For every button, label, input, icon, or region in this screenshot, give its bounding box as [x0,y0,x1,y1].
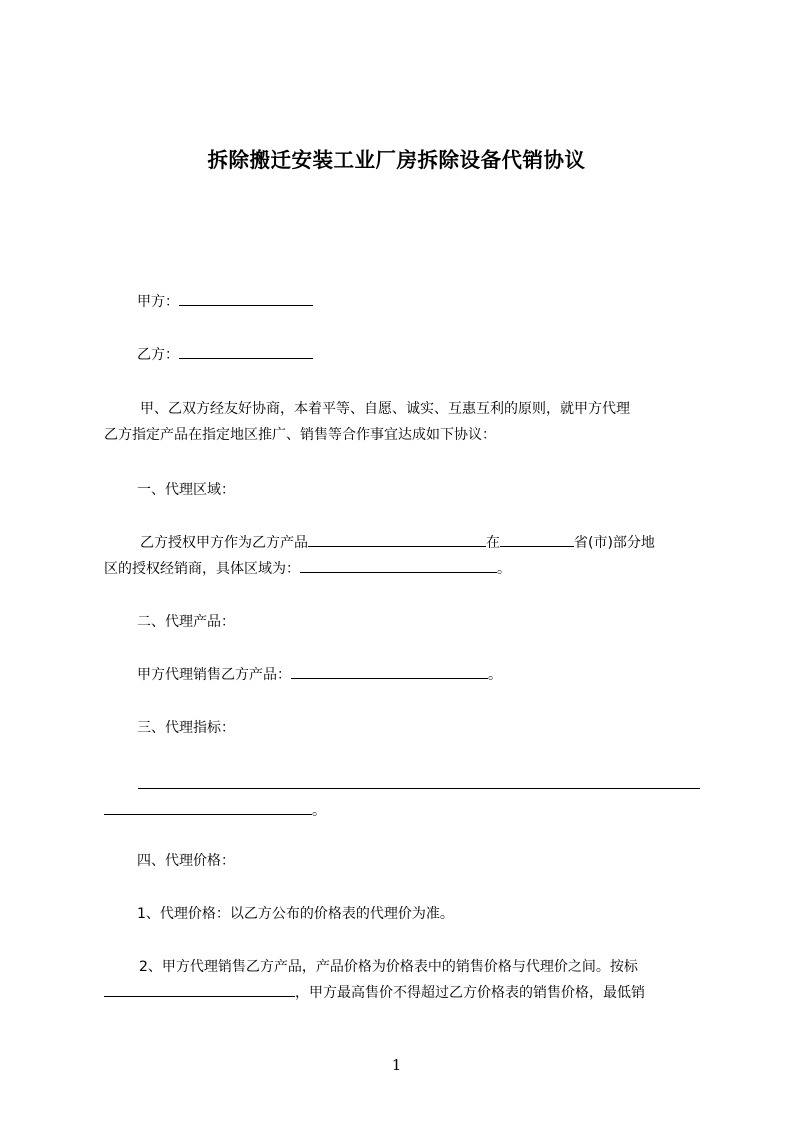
section1-heading: 一、代理区域： [137,482,235,498]
party-a-line [137,293,313,311]
intro-line-2: 乙方指定产品在指定地区推广、销售等合作事宜达成如下协议： [104,427,496,443]
section1-text-a: 乙方授权甲方作为乙方产品 [140,535,308,551]
section2-heading: 二、代理产品： [137,614,235,630]
section3-heading: 三、代理指标： [137,720,235,736]
standard-blank [104,984,295,997]
section1-para-line-2 [104,560,511,578]
page-number: 1 [391,1056,402,1074]
party-b-blank [179,346,313,359]
party-b-line [137,346,313,364]
section2-text: 甲方代理销售乙方产品： [137,667,291,683]
intro-line-1: 甲、乙双方经友好协商，本着平等、自愿、诚实、互惠互利的原则，就甲方代理 [140,401,630,417]
section2-period: 。 [488,667,502,683]
section3-blank-line-2 [104,802,326,820]
party-a-label: 甲方： [137,294,179,310]
section4-item-2-line-2 [104,984,645,1002]
document-title: 拆除搬迁安装工业厂房拆除设备代销协议 [207,148,586,172]
section3-period: 。 [312,803,326,819]
product-name-blank [291,666,488,679]
section4-item-2-line-1: 2、甲方代理销售乙方产品，产品价格为价格表中的销售价格与代理价之间。按标 [139,959,638,975]
section4-heading: 四、代理价格： [137,853,235,869]
target-blank-1 [138,776,700,789]
party-b-label: 乙方： [137,347,179,363]
party-a-blank [179,293,313,306]
section1-text-d: 区的授权经销商，具体区域为： [104,561,300,577]
section2-para [137,666,502,684]
section4-item-1: 1、代理价格：以乙方公布的价格表的代理价为准。 [137,906,454,922]
section1-text-c: 省(市)部分地 [574,535,655,551]
target-blank-2 [104,802,312,815]
province-blank [500,534,574,547]
section3-blank-line-1 [138,776,700,794]
region-blank [300,560,497,573]
section1-para-line-1 [140,534,655,552]
section4-item-2-text: ，甲方最高售价不得超过乙方价格表的销售价格，最低销 [295,985,645,1001]
product-blank [308,534,486,547]
section1-text-b: 在 [486,535,500,551]
section1-period: 。 [497,561,511,577]
